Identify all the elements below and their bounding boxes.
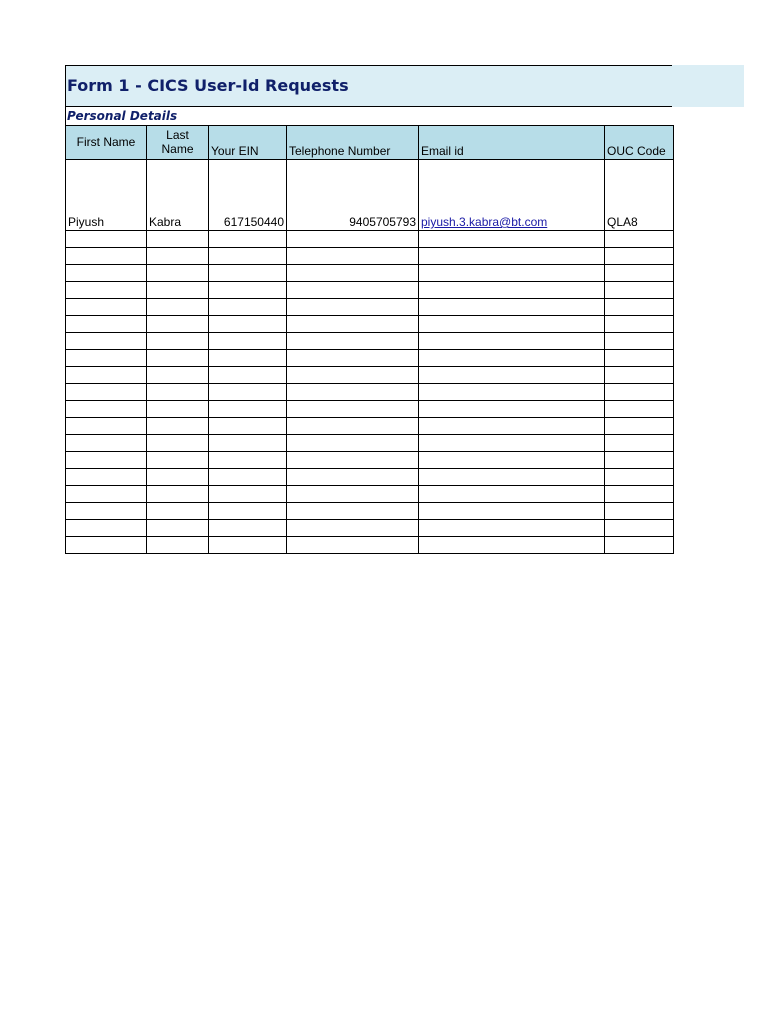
empty-cell[interactable] [287, 333, 419, 350]
empty-cell[interactable] [419, 469, 605, 486]
empty-cell[interactable] [209, 486, 287, 503]
empty-cell[interactable] [419, 367, 605, 384]
empty-table-row [66, 537, 674, 554]
cell-email[interactable] [419, 160, 605, 231]
empty-cell[interactable] [419, 384, 605, 401]
empty-cell[interactable] [287, 503, 419, 520]
empty-cell[interactable] [66, 486, 147, 503]
empty-table-row [66, 367, 674, 384]
empty-table-row [66, 418, 674, 435]
empty-cell[interactable] [147, 265, 209, 282]
email-link[interactable]: piyush.3.kabra@bt.com [421, 215, 548, 229]
cell-telephone[interactable]: 9405705793 [287, 160, 419, 231]
empty-cell[interactable] [287, 282, 419, 299]
empty-cell[interactable] [209, 231, 287, 248]
empty-cell[interactable] [419, 401, 605, 418]
empty-cell[interactable] [419, 231, 605, 248]
empty-cell[interactable] [605, 333, 674, 350]
header-ouc: OUC Code [605, 126, 674, 160]
empty-table-row [66, 401, 674, 418]
empty-cell[interactable] [287, 265, 419, 282]
empty-cell[interactable] [66, 316, 147, 333]
empty-cell[interactable] [287, 231, 419, 248]
empty-table-row [66, 503, 674, 520]
empty-cell[interactable] [605, 537, 674, 554]
empty-table-row [66, 486, 674, 503]
empty-cell[interactable] [209, 537, 287, 554]
empty-cell[interactable] [66, 401, 147, 418]
empty-cell[interactable] [287, 350, 419, 367]
empty-cell[interactable] [419, 299, 605, 316]
empty-cell[interactable] [66, 418, 147, 435]
empty-cell[interactable] [147, 520, 209, 537]
empty-cell[interactable] [209, 316, 287, 333]
empty-cell[interactable] [605, 299, 674, 316]
empty-cell[interactable] [147, 503, 209, 520]
empty-cell[interactable] [605, 231, 674, 248]
empty-cell[interactable] [419, 537, 605, 554]
empty-table-row [66, 316, 674, 333]
empty-cell[interactable] [66, 452, 147, 469]
empty-cell[interactable] [419, 333, 605, 350]
empty-cell[interactable] [419, 520, 605, 537]
empty-cell[interactable] [419, 486, 605, 503]
empty-cell[interactable] [209, 503, 287, 520]
cell-ouc[interactable]: QLA8 [605, 160, 674, 231]
requests-table [65, 125, 674, 554]
empty-cell[interactable] [147, 316, 209, 333]
empty-cell[interactable] [605, 520, 674, 537]
empty-cell[interactable] [287, 248, 419, 265]
empty-cell[interactable] [66, 248, 147, 265]
empty-cell[interactable] [209, 520, 287, 537]
empty-cell[interactable] [419, 350, 605, 367]
empty-cell[interactable] [209, 367, 287, 384]
empty-cell[interactable] [287, 486, 419, 503]
empty-cell[interactable] [419, 435, 605, 452]
empty-cell[interactable] [66, 333, 147, 350]
empty-cell[interactable] [66, 503, 147, 520]
empty-cell[interactable] [605, 435, 674, 452]
empty-cell[interactable] [287, 299, 419, 316]
empty-cell[interactable] [66, 282, 147, 299]
header-ein: Your EIN [209, 126, 287, 160]
empty-cell[interactable] [147, 299, 209, 316]
empty-cell[interactable] [209, 248, 287, 265]
empty-table-row [66, 299, 674, 316]
empty-cell[interactable] [605, 282, 674, 299]
empty-cell[interactable] [209, 401, 287, 418]
empty-cell[interactable] [209, 435, 287, 452]
header-row [66, 126, 674, 160]
empty-table-row [66, 384, 674, 401]
empty-cell[interactable] [287, 401, 419, 418]
empty-cell[interactable] [66, 231, 147, 248]
empty-cell[interactable] [209, 452, 287, 469]
header-last-name: Last Name [147, 126, 209, 160]
empty-cell[interactable] [147, 469, 209, 486]
header-telephone: Telephone Number [287, 126, 419, 160]
empty-table-row [66, 520, 674, 537]
empty-cell[interactable] [66, 367, 147, 384]
empty-cell[interactable] [209, 282, 287, 299]
empty-cell[interactable] [605, 384, 674, 401]
cell-ein[interactable]: 617150440 [209, 160, 287, 231]
cell-first-name[interactable]: Piyush [66, 160, 147, 231]
empty-cell[interactable] [419, 418, 605, 435]
empty-cell[interactable] [147, 435, 209, 452]
empty-cell[interactable] [209, 469, 287, 486]
empty-cell[interactable] [66, 350, 147, 367]
empty-cell[interactable] [287, 537, 419, 554]
cell-last-name[interactable]: Kabra [147, 160, 209, 231]
empty-cell[interactable] [287, 452, 419, 469]
empty-cell[interactable] [605, 469, 674, 486]
empty-cell[interactable] [147, 384, 209, 401]
empty-cell[interactable] [209, 350, 287, 367]
empty-cell[interactable] [287, 418, 419, 435]
empty-cell[interactable] [147, 231, 209, 248]
empty-cell[interactable] [287, 316, 419, 333]
empty-table-row [66, 452, 674, 469]
empty-cell[interactable] [66, 520, 147, 537]
empty-cell[interactable] [605, 248, 674, 265]
empty-cell[interactable] [66, 435, 147, 452]
empty-cell[interactable] [147, 367, 209, 384]
empty-cell[interactable] [419, 282, 605, 299]
empty-cell[interactable] [419, 265, 605, 282]
empty-cell[interactable] [147, 418, 209, 435]
header-first-name: First Name [66, 126, 147, 160]
empty-cell[interactable] [209, 418, 287, 435]
empty-cell[interactable] [209, 384, 287, 401]
empty-cell[interactable] [66, 299, 147, 316]
empty-table-row [66, 231, 674, 248]
empty-cell[interactable] [419, 316, 605, 333]
empty-cell[interactable] [605, 367, 674, 384]
form-title: Form 1 - CICS User-Id Requests [67, 76, 349, 95]
empty-cell[interactable] [209, 265, 287, 282]
empty-cell[interactable] [66, 537, 147, 554]
section-heading: Personal Details [67, 109, 178, 123]
empty-cell[interactable] [66, 265, 147, 282]
empty-cell[interactable] [287, 367, 419, 384]
empty-cell[interactable] [605, 265, 674, 282]
empty-table-row [66, 333, 674, 350]
empty-cell[interactable] [605, 418, 674, 435]
table-row [66, 160, 674, 231]
empty-cell[interactable] [287, 384, 419, 401]
empty-cell[interactable] [419, 503, 605, 520]
empty-table-row [66, 469, 674, 486]
section-rule [65, 107, 66, 126]
empty-cell[interactable] [287, 469, 419, 486]
empty-cell[interactable] [287, 520, 419, 537]
empty-cell[interactable] [147, 486, 209, 503]
empty-cell[interactable] [147, 452, 209, 469]
empty-cell[interactable] [605, 452, 674, 469]
empty-table-row [66, 435, 674, 452]
empty-cell[interactable] [605, 486, 674, 503]
empty-cell[interactable] [605, 350, 674, 367]
empty-cell[interactable] [605, 316, 674, 333]
empty-cell[interactable] [147, 248, 209, 265]
empty-cell[interactable] [147, 350, 209, 367]
empty-cell[interactable] [147, 282, 209, 299]
empty-cell[interactable] [66, 469, 147, 486]
empty-cell[interactable] [419, 452, 605, 469]
empty-cell[interactable] [209, 299, 287, 316]
empty-table-row [66, 282, 674, 299]
empty-cell[interactable] [147, 537, 209, 554]
empty-cell[interactable] [419, 248, 605, 265]
empty-table-row [66, 350, 674, 367]
empty-cell[interactable] [209, 333, 287, 350]
empty-cell[interactable] [605, 401, 674, 418]
empty-cell[interactable] [66, 384, 147, 401]
empty-table-row [66, 265, 674, 282]
empty-table-row [66, 248, 674, 265]
header-email: Email id [419, 126, 605, 160]
empty-cell[interactable] [287, 435, 419, 452]
empty-cell[interactable] [147, 333, 209, 350]
empty-cell[interactable] [147, 401, 209, 418]
empty-cell[interactable] [605, 503, 674, 520]
